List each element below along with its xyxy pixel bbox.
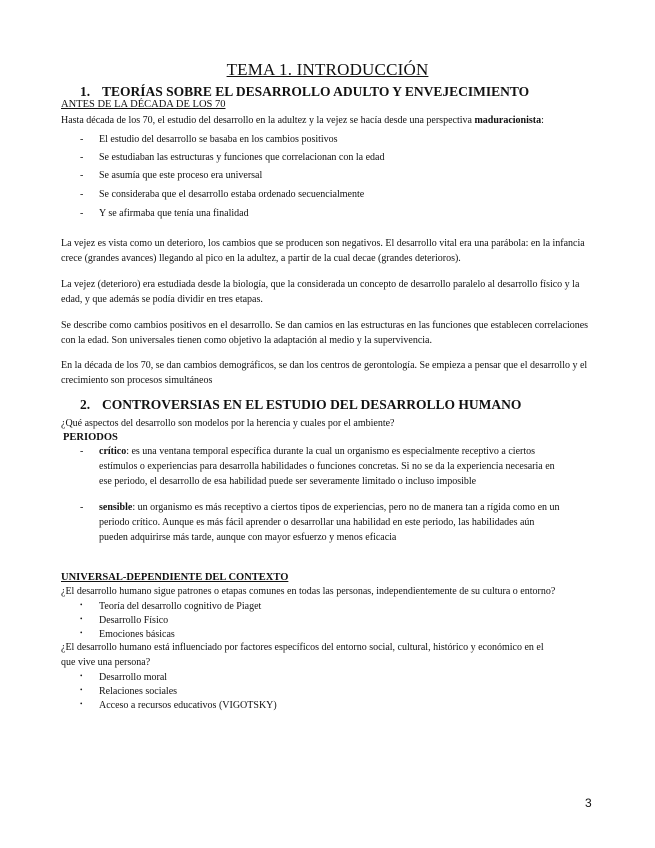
- list-item: • Acceso a recursos educativos (VIGOTSKY): [80, 700, 277, 711]
- list-item: • Desarrollo Físico: [80, 615, 169, 626]
- paragraph: En la década de los 70, se dan cambios demográficos, se dan los centros de gerontología. Se empieza a pensar que el desarrollo y el crecimiento son procesos simultáneos: [61, 360, 588, 386]
- intro-prefix: Hasta década de los 70, el estudio del desarrollo en la adultez y la vejez se hacía desde una perspectiva: [61, 115, 475, 126]
- list-item: • Teoría del desarrollo cognitivo de Piaget: [80, 601, 262, 612]
- list-item: • Relaciones sociales: [80, 686, 178, 697]
- section-1-heading-text: TEORÍAS SOBRE EL DESARROLLO ADULTO Y ENVEJECIMIENTO: [102, 84, 530, 99]
- section-1-heading: [80, 84, 529, 100]
- period-term: sensible: [99, 502, 133, 513]
- paragraph: La vejez es vista como un deterioro, los cambios que se producen son negativos. El desarrollo vital era una parábola: en la infancia crece (grandes avances) llegando al pico en la adultez, a partir de la cual decae (grandes deterioros).: [61, 238, 585, 264]
- universal-heading: UNIVERSAL-DEPENDIENTE DEL CONTEXTO: [61, 572, 289, 583]
- section-2-number: 2.: [80, 397, 91, 412]
- periods-heading: PERIODOS: [63, 432, 118, 443]
- document-page: TEMA 1. INTRODUCCIÓN 1. TEORÍAS SOBRE EL DESARROLLO ADULTO Y ENVEJECIMIENTO ANTES DE LA DÉCADA DE LOS 70 Hasta década de los 70, el estudio del desarrollo en la adultez y la vejez se hacía desde una perspectiva maduracionista: - El estudio del desarrollo se basaba en los cambios positivos - Se estudiaban las estructuras y funciones que correlacionan con la edad - Se asumía que este proceso era universal - Se consideraba que el desarrollo estaba ordenado secuencialmente - Y se afirmaba que tenía una finalidad La vejez es vista como un deterioro, los cambios que se producen son negativos. El desarrollo vital era una parábola: en la infancia crece (grandes avances) llegando al pico en la adultez, a partir de la cual decae (grandes deterioros). La vejez (deterioro) era estudiada desde la biología, que la considerada un concepto de desarrollo paralelo al desarrollo físico y la edad, y que además se podía dividir en tres etapas. Se describe como cambios positivos en el desarrollo. Se dan camios en las estructuras en las funciones que establecen correlaciones con la edad. Son universales tienen como objetivo la adaptación al medio y la supervivencia. En la década de los 70, se dan cambios demográficos, se dan los centros de gerontología. Se empieza a pensar que el desarrollo y el crecimiento son procesos simultáneos 2. CONTROVERSIAS EN EL ESTUDIO DEL DESARROLLO HUMANO ¿Qué aspectos del desarrollo son modelos por la herencia y cuales por el ambiente? PERIODOS - crítico: es una ventana temporal específica durante la cual un organismo es especialmente receptivo a ciertos estímulos o experiencias para desarrolla habilidades o funciones concretas. Si no se da la experiencia necesaria en ese periodo, el desarrollo de esa habilidad puede ser severamente limitado o incluso imposible - sensible: un organismo es más receptivo a ciertos tipos de experiencias, pero no de manera tan a rígida como en un periodo crítico. Aunque es más fácil aprender o desarrollar una habilidad en este periodo, las habilidades aún pueden adquirirse más tarde, aunque con mayor esfuerzo y menos eficacia UNIVERSAL-DEPENDIENTE DEL CONTEXTO ¿El desarrollo humano sigue patrones o etapas comunes en todas las personas, independientemente de su cultura o entorno? • Teoría del desarrollo cognitivo de Piaget • Desarrollo Físico • Emociones básicas ¿El desarrollo humano está influenciado por factores específicos del entorno social, cultural, histórico y económico en el que vive una persona? • Desarrollo moral • Relaciones sociales • Acceso a recursos educativos (VIGOTSKY) 3: [0, 0, 655, 848]
- section-2-question: ¿Qué aspectos del desarrollo son modelos por la herencia y cuales por el ambiente?: [61, 418, 395, 429]
- universal-question: ¿El desarrollo humano sigue patrones o etapas comunes en todas las personas, independientemente de su cultura o entorno?: [61, 586, 556, 597]
- page-title: TEMA 1. INTRODUCCIÓN: [226, 60, 429, 79]
- section-1-subheading: ANTES DE LA DÉCADA DE LOS 70: [61, 99, 226, 110]
- period-term: crítico: [99, 446, 127, 457]
- context-question: ¿El desarrollo humano está influenciado por factores específicos del entorno social, cultural, histórico y económico en el que vive una persona?: [61, 642, 544, 668]
- page-number: 3: [585, 796, 592, 810]
- intro-bold-term: maduracionista: [474, 115, 542, 126]
- intro-suffix: :: [541, 115, 544, 126]
- section-2-heading: [80, 397, 521, 413]
- section-1-number: 1.: [80, 84, 91, 99]
- list-item: • Desarrollo moral: [80, 672, 168, 683]
- paragraph: La vejez (deterioro) era estudiada desde la biología, que la considerada un concepto de desarrollo paralelo al desarrollo físico y la edad, y que además se podía dividir en tres etapas.: [61, 279, 580, 305]
- section-2-heading-text: CONTROVERSIAS EN EL ESTUDIO DEL DESARROLLO HUMANO: [102, 397, 522, 412]
- section-1-intro: [61, 113, 596, 128]
- paragraph: Se describe como cambios positivos en el desarrollo. Se dan camios en las estructuras en las funciones que establecen correlaciones con la edad. Son universales tienen como objetivo la adaptación al medio y la supervivencia.: [61, 320, 589, 346]
- list-item: • Emociones básicas: [80, 629, 175, 640]
